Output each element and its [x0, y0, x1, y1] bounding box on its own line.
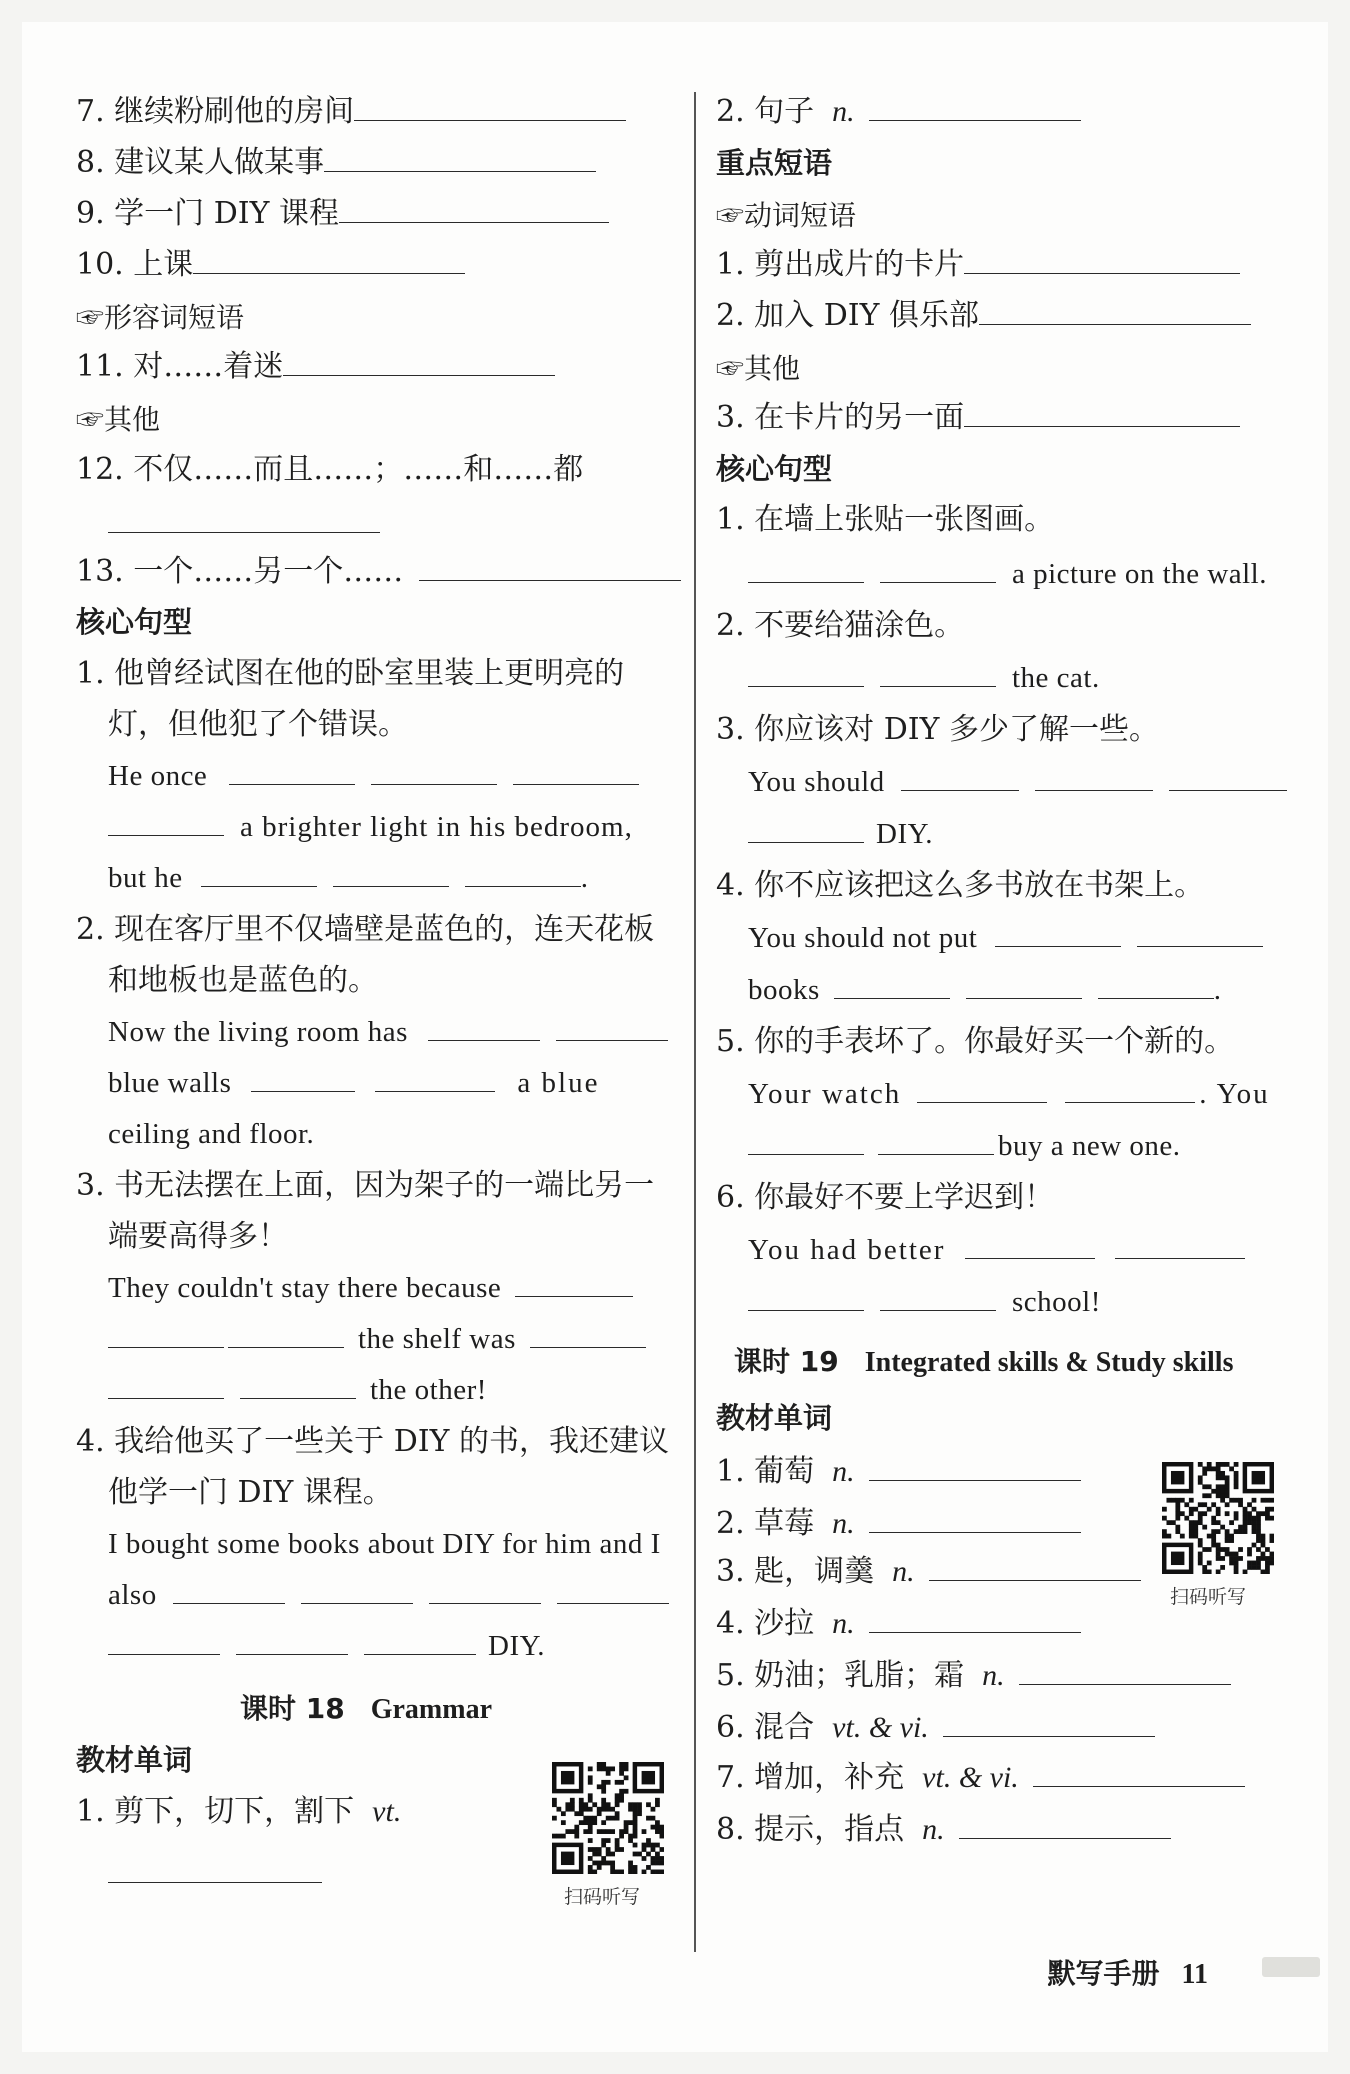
answer-blank[interactable] — [901, 762, 1019, 791]
answer-blank[interactable] — [228, 1319, 344, 1348]
sentence-2-chinese: 2. 现在客厅里不仅墙壁是蓝色的，连天花板 — [76, 912, 655, 947]
answer-blank[interactable] — [301, 1575, 413, 1604]
core-6-english-cont: school! — [748, 1282, 1101, 1322]
core-6-english: You had better — [748, 1230, 1245, 1270]
sentence-2-english: Now the living room has — [108, 1012, 668, 1052]
book-title: 默写手册 — [1047, 1957, 1160, 1990]
answer-blank[interactable] — [513, 756, 639, 785]
core-3-english-cont: DIY. — [748, 814, 933, 854]
item-7: 7. 继续粉刷他的房间 — [76, 92, 626, 132]
vocab-word-1: 1. 葡萄 n. — [716, 1452, 1081, 1492]
answer-blank[interactable] — [108, 807, 224, 836]
answer-blank[interactable] — [1137, 918, 1263, 947]
answer-blank[interactable] — [869, 1504, 1081, 1533]
answer-blank[interactable] — [917, 1074, 1047, 1103]
core-4-english: You should not put — [748, 918, 1263, 958]
answer-blank[interactable] — [354, 92, 626, 121]
item-11: 11. 对……着迷 — [76, 347, 555, 387]
workbook-page — [22, 22, 1328, 2052]
item-10: 10. 上课 — [76, 245, 465, 285]
answer-blank[interactable] — [834, 970, 950, 999]
answer-blank[interactable] — [108, 1626, 220, 1655]
answer-blank[interactable] — [333, 858, 449, 887]
section-title-vocabulary: 教材单词 — [76, 1743, 193, 1777]
answer-blank[interactable] — [419, 552, 681, 581]
qr-caption: 扫码听写 — [564, 1886, 641, 1908]
answer-blank[interactable] — [108, 1319, 224, 1348]
answer-blank[interactable] — [869, 1604, 1081, 1633]
answer-blank[interactable] — [1115, 1230, 1245, 1259]
core-3-chinese: 3. 你应该对 DIY 多少了解一些。 — [716, 712, 1159, 747]
answer-blank[interactable] — [964, 398, 1240, 427]
answer-blank[interactable] — [869, 1452, 1081, 1481]
item-13: 13. 一个……另一个…… — [76, 552, 681, 592]
answer-blank[interactable] — [880, 1282, 996, 1311]
answer-blank[interactable] — [1169, 762, 1287, 791]
page-number: 11 — [1181, 1959, 1208, 1990]
sentence-1-chinese-cont: 灯，但他犯了个错误。 — [108, 707, 408, 742]
answer-blank[interactable] — [324, 143, 596, 172]
answer-blank[interactable] — [428, 1012, 540, 1041]
sentence-3-english-cont: the shelf was — [108, 1319, 646, 1359]
answer-blank[interactable] — [878, 1126, 994, 1155]
sentence-2-english-end: ceiling and floor. — [108, 1118, 315, 1150]
sentence-3-chinese: 3. 书无法摆在上面，因为架子的一端比另一 — [76, 1168, 655, 1203]
sentence-3-chinese-cont: 端要高得多！ — [108, 1219, 288, 1254]
sentence-4-chinese-cont: 他学一门 DIY 课程。 — [108, 1475, 393, 1510]
answer-blank[interactable] — [748, 1282, 864, 1311]
page-footer — [1048, 1952, 1208, 1992]
phrase-3: 3. 在卡片的另一面 — [716, 398, 1240, 438]
lesson-19-heading: 课时 19 Integrated skills & Study skills — [734, 1345, 1234, 1378]
answer-blank[interactable] — [229, 756, 355, 785]
item-12: 12. 不仅……而且……；……和……都 — [76, 452, 584, 487]
vocab-word-2: 2. 草莓 n. — [716, 1504, 1081, 1544]
core-1-english: a picture on the wall. — [748, 554, 1267, 594]
section-title-core-sentences: 核心句型 — [76, 605, 193, 639]
answer-blank[interactable] — [880, 554, 996, 583]
lesson-18-heading: 课时 18 Grammar — [240, 1692, 493, 1725]
core-1-chinese: 1. 在墙上张贴一张图画。 — [716, 502, 1055, 537]
answer-blank[interactable] — [748, 1126, 864, 1155]
answer-blank[interactable] — [339, 194, 609, 223]
item-8: 8. 建议某人做某事 — [76, 143, 596, 183]
answer-blank[interactable] — [371, 756, 497, 785]
phrase-2: 2. 加入 DIY 俱乐部 — [716, 296, 1251, 336]
answer-blank[interactable] — [748, 814, 864, 843]
answer-blank[interactable] — [557, 1575, 669, 1604]
item-2-sentence: 2. 句子 n. — [716, 92, 1081, 132]
sentence-4-english-end: DIY. — [108, 1626, 545, 1666]
core-3-english: You should — [748, 762, 1287, 802]
section-title-core-sentences: 核心句型 — [716, 452, 833, 486]
subheading-other: ☞其他 — [76, 403, 161, 436]
vocab-word-3: 3. 匙，调羹 n. — [716, 1552, 1141, 1592]
core-4-chinese: 4. 你不应该把这么多书放在书架上。 — [716, 868, 1205, 903]
sentence-1-english: He once — [108, 756, 639, 796]
sentence-1-english-end: but he . — [108, 858, 588, 898]
core-5-chinese: 5. 你的手表坏了。你最好买一个新的。 — [716, 1024, 1235, 1059]
answer-blank[interactable] — [1033, 1758, 1245, 1787]
answer-blank[interactable] — [943, 1708, 1155, 1737]
vocab-item-1-answer — [108, 1854, 322, 1894]
sentence-3-english-end: the other! — [108, 1370, 487, 1410]
item-12-answer — [108, 504, 380, 544]
answer-blank[interactable] — [108, 1370, 224, 1399]
answer-blank[interactable] — [556, 1012, 668, 1041]
answer-blank[interactable] — [364, 1626, 476, 1655]
answer-blank[interactable] — [964, 245, 1240, 274]
answer-blank[interactable] — [530, 1319, 646, 1348]
vocab-word-7: 7. 增加，补充 vt. & vi. — [716, 1758, 1245, 1798]
sentence-4-chinese: 4. 我给他买了一些关于 DIY 的书，我还建议 — [76, 1424, 669, 1459]
answer-blank[interactable] — [283, 347, 555, 376]
core-5-english-cont: buy a new one. — [748, 1126, 1181, 1166]
answer-blank[interactable] — [236, 1626, 348, 1655]
section-title-vocabulary: 教材单词 — [716, 1401, 833, 1435]
answer-blank[interactable] — [375, 1063, 495, 1092]
vocab-word-4: 4. 沙拉 n. — [716, 1604, 1081, 1644]
sentence-4-english-cont: also — [108, 1575, 669, 1615]
core-2-english: the cat. — [748, 658, 1100, 698]
answer-blank[interactable] — [929, 1552, 1141, 1581]
answer-blank[interactable] — [108, 504, 380, 533]
qr-code[interactable] — [552, 1762, 664, 1874]
answer-blank[interactable] — [240, 1370, 356, 1399]
phrase-1: 1. 剪出成片的卡片 — [716, 245, 1240, 285]
answer-blank[interactable] — [959, 1810, 1171, 1839]
subheading-adjective-phrases: ☞形容词短语 — [76, 301, 245, 334]
sentence-2-chinese-cont: 和地板也是蓝色的。 — [108, 963, 378, 998]
sentence-1-english-cont: a brighter light in his bedroom, — [108, 807, 633, 847]
answer-blank[interactable] — [748, 554, 864, 583]
qr-caption: 扫码听写 — [1170, 1586, 1247, 1608]
answer-blank[interactable] — [429, 1575, 541, 1604]
answer-blank[interactable] — [108, 1854, 322, 1883]
answer-blank[interactable] — [1019, 1656, 1231, 1685]
sentence-1-chinese: 1. 他曾经试图在他的卧室里装上更明亮的 — [76, 656, 625, 691]
column-divider — [694, 92, 696, 1952]
answer-blank[interactable] — [251, 1063, 355, 1092]
answer-blank[interactable] — [966, 970, 1082, 999]
answer-blank[interactable] — [1065, 1074, 1195, 1103]
answer-blank[interactable] — [979, 296, 1251, 325]
vocab-word-6: 6. 混合 vt. & vi. — [716, 1708, 1155, 1748]
answer-blank[interactable] — [1098, 970, 1214, 999]
subheading-other: ☞其他 — [716, 352, 801, 385]
answer-blank[interactable] — [995, 918, 1121, 947]
sentence-4-english: I bought some books about DIY for him and I — [108, 1528, 661, 1560]
answer-blank[interactable] — [193, 245, 465, 274]
core-5-english: Your watch . You — [748, 1074, 1270, 1114]
vocab-item-1: 1. 剪下，切下，割下 vt. — [76, 1794, 402, 1829]
answer-blank[interactable] — [201, 858, 317, 887]
subheading-verb-phrases: ☞动词短语 — [716, 199, 857, 232]
sentence-3-english: They couldn't stay there because — [108, 1268, 633, 1308]
section-title-key-phrases: 重点短语 — [716, 146, 833, 180]
answer-blank[interactable] — [465, 858, 581, 887]
answer-blank[interactable] — [173, 1575, 285, 1604]
answer-blank[interactable] — [515, 1268, 633, 1297]
qr-code[interactable] — [1162, 1462, 1274, 1574]
vocab-word-8: 8. 提示，指点 n. — [716, 1810, 1171, 1850]
sentence-2-english-cont: blue walls a blue — [108, 1063, 599, 1103]
vocab-word-5: 5. 奶油；乳脂；霜 n. — [716, 1656, 1231, 1696]
answer-blank[interactable] — [869, 92, 1081, 121]
item-9: 9. 学一门 DIY 课程 — [76, 194, 609, 234]
answer-blank[interactable] — [1035, 762, 1153, 791]
core-6-chinese: 6. 你最好不要上学迟到！ — [716, 1180, 1055, 1215]
answer-blank[interactable] — [965, 1230, 1095, 1259]
core-2-chinese: 2. 不要给猫涂色。 — [716, 608, 965, 643]
answer-blank[interactable] — [880, 658, 996, 687]
core-4-english-cont: books . — [748, 970, 1222, 1010]
corner-tag — [1262, 1957, 1320, 1977]
answer-blank[interactable] — [748, 658, 864, 687]
